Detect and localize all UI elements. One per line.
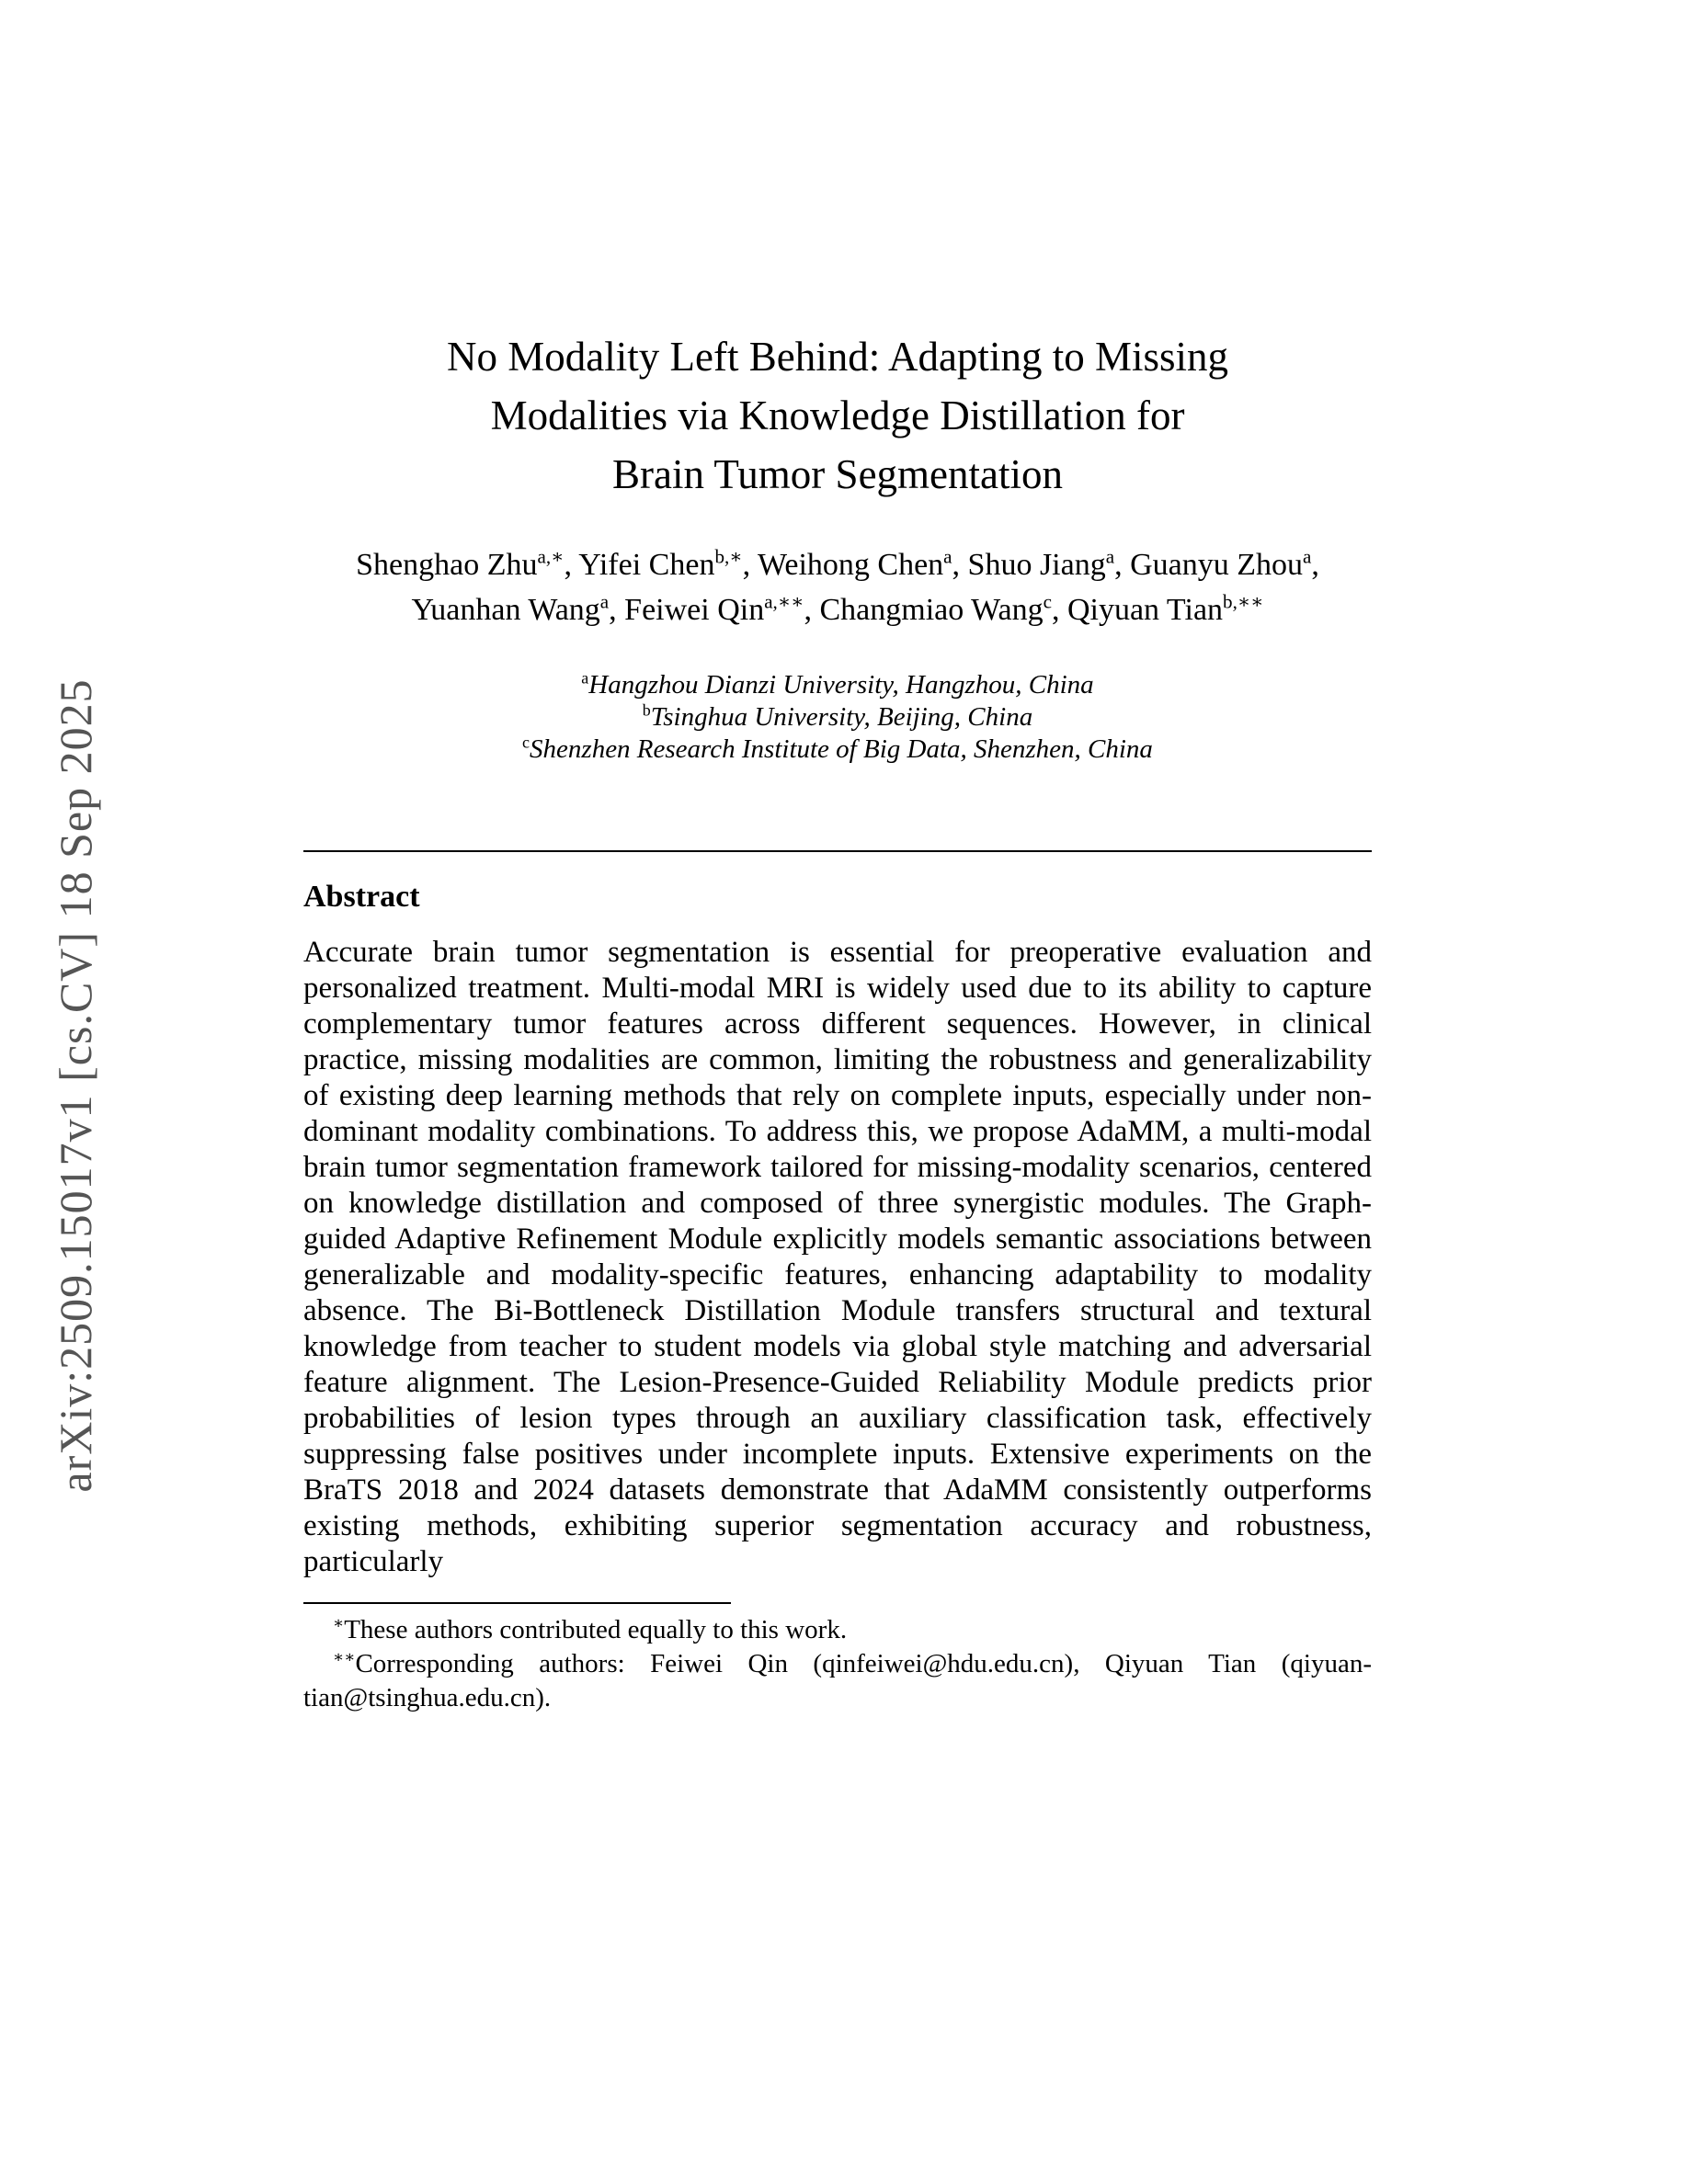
author-name: Shenghao Zhu$^{a,∗}$: [356, 545, 565, 582]
author-name: Yifei Chen$^{b,∗}$: [578, 545, 743, 582]
author-affiliation-mark: c: [1043, 590, 1052, 613]
title-line-2: Modalities via Knowledge Distillation for: [490, 392, 1185, 438]
abstract-divider-rule: [303, 850, 1372, 852]
abstract-heading: Abstract: [303, 880, 420, 914]
author-affiliation-mark: a: [1303, 545, 1312, 568]
title-line-3: Brain Tumor Segmentation: [611, 451, 1063, 497]
affiliation-list: [303, 669, 1372, 766]
footnote-mark: ∗: [333, 1613, 345, 1632]
footnote: ∗∗Corresponding authors: Feiwei Qin (qinfeiwei@hdu.edu.cn), Qiyuan Tian (qiyuan-tian@tsinghua.edu.cn).: [303, 1647, 1372, 1712]
affiliation: $^a$Hangzhou Dianzi University, Hangzhou, China: [581, 668, 1094, 700]
text-column: [303, 0, 1372, 1715]
author-list: Shenghao Zhu$^{a,∗}$, Yifei Chen$^{b,∗}$, Weihong Chen$^a$, Shuo Jiang$^a$, Guanyu Zhou$^a$, Yuanhan Wang$^a$, Feiwei Qin$^{a,∗∗}$, Changmiao Wang$^c$, Qiyuan Tian$^{b,∗∗}$: [356, 545, 1319, 627]
affiliation: $^c$Shenzhen Research Institute of Big Data, Shenzhen, China: [522, 733, 1153, 764]
author-name: Yuanhan Wang$^a$: [411, 590, 610, 627]
author-affiliation-mark: b,∗: [714, 545, 743, 568]
paper-title: [303, 327, 1372, 504]
abstract-text: Accurate brain tumor segmentation is essential for preoperative evaluation and personalized treatment. Multi-modal MRI is widely used due to its ability to capture complementary tumor features across different sequences. However, in clinical practice, missing modalities are common, limiting the robustness and generalizability of existing deep learning methods that rely on complete inputs, especially under non-dominant modality combinations. To address this, we propose AdaMM, a multi-modal brain tumor segmentation framework tailored for missing-modality scenarios, centered on knowledge distillation and composed of three synergistic modules. The Graph-guided Adaptive Refinement Module explicitly models semantic associations between generalizable and modality-specific features, enhancing adaptability to modality absence. The Bi-Bottleneck Distillation Module transfers structural and textural knowledge from teacher to student models via global style matching and adversarial feature alignment. The Lesion-Presence-Guided Reliability Module predicts prior probabilities of lesion types through an auxiliary classification task, effectively suppressing false positives under incomplete inputs. Extensive experiments on the BraTS 2018 and 2024 datasets demonstrate that AdaMM consistently outperforms existing methods, exhibiting superior segmentation accuracy and robustness, particularly: [303, 936, 1372, 1578]
footnote-list: [303, 1613, 1372, 1715]
footnote-rule: [303, 1602, 731, 1604]
arxiv-watermark: arXiv:2509.15017v1 [cs.CV] 18 Sep 2025: [50, 678, 101, 1493]
author-affiliation-mark: a: [1105, 545, 1115, 568]
title-line-1: No Modality Left Behind: Adapting to Missing: [447, 334, 1228, 380]
footnote: ∗These authors contributed equally to this work.: [333, 1613, 848, 1644]
author-name: Qiyuan Tian$^{b,∗∗}$: [1066, 590, 1264, 627]
author-name: Feiwei Qin$^{a,∗∗}$: [624, 590, 804, 627]
author-name: Weihong Chen$^a$: [757, 545, 952, 582]
author-name: Changmiao Wang$^c$: [819, 590, 1052, 627]
author-affiliation-mark: b,∗∗: [1223, 590, 1264, 613]
author-affiliation-mark: a,∗: [537, 545, 565, 568]
author-name: Shuo Jiang$^a$: [967, 545, 1115, 582]
footnote-mark: ∗∗: [333, 1647, 356, 1666]
author-affiliation-mark: a: [599, 590, 610, 613]
author-affiliation-mark: a,∗∗: [764, 590, 804, 613]
affiliation: $^b$Tsinghua University, Beijing, China: [642, 700, 1033, 732]
author-name: Guanyu Zhou$^a$: [1130, 545, 1312, 582]
author-affiliation-mark: a: [943, 545, 952, 568]
